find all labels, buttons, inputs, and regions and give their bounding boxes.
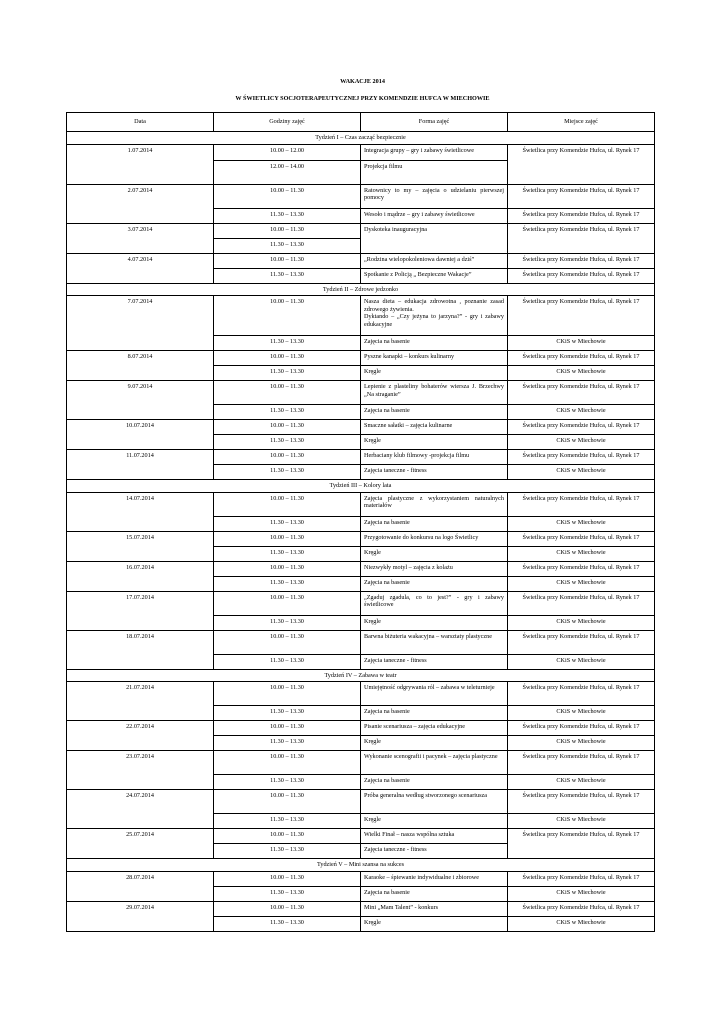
date-cell: 29.07.2014 xyxy=(67,901,214,931)
activity-cell: Przygotowanie do konkursu na logo Świetlicy xyxy=(361,531,508,546)
activity-cell: Kręgle xyxy=(361,546,508,561)
place-cell: CKiS w Miechowie xyxy=(508,516,655,531)
table-row xyxy=(67,253,655,268)
hours-cell: 10.00 – 11.30 xyxy=(214,829,361,844)
place-cell: Świetlica przy Komendzie Hufca, ul. Rynek 17 xyxy=(508,751,655,775)
activity-cell: Ratownicy to my – zajęcia o udzielaniu pierwszej pomocy xyxy=(361,184,508,208)
place-cell: Świetlica przy Komendzie Hufca, ul. Rynek 17 xyxy=(508,223,655,253)
hours-cell: 10.00 – 11.30 xyxy=(214,420,361,435)
place-cell: Świetlica przy Komendzie Hufca, ul. Rynek 17 xyxy=(508,790,655,814)
week-header: Tydzień III – Kolory lata xyxy=(67,480,655,493)
activity-cell: Kręgle xyxy=(361,615,508,630)
place-cell: Świetlica przy Komendzie Hufca, ul. Rynek 17 xyxy=(508,268,655,283)
table-row xyxy=(67,829,655,844)
place-cell: CKiS w Miechowie xyxy=(508,336,655,351)
header-row xyxy=(67,113,655,132)
hours-cell: 10.00 – 11.30 xyxy=(214,184,361,208)
date-cell: 4.07.2014 xyxy=(67,253,214,283)
place-cell: CKiS w Miechowie xyxy=(508,706,655,721)
hours-cell: 10.00 – 11.30 xyxy=(214,381,361,405)
table-row xyxy=(67,351,655,366)
hours-cell: 10.00 – 11.30 xyxy=(214,561,361,576)
place-cell: Świetlica przy Komendzie Hufca, ul. Rynek 17 xyxy=(508,253,655,268)
hours-cell: 10.00 – 11.30 xyxy=(214,901,361,916)
activity-cell: Zajęcia na basenie xyxy=(361,706,508,721)
activity-cell: Spotkanie z Policją „ Bezpieczne Wakacje” xyxy=(361,268,508,283)
table-row xyxy=(67,721,655,736)
activity-cell: Barwna biżuteria wakacyjna – warsztaty plastyczne xyxy=(361,630,508,654)
activity-cell: Kręgle xyxy=(361,366,508,381)
activity-cell: Smaczne sałatki – zajęcia kulinarne xyxy=(361,420,508,435)
hours-cell: 10.00 – 11.30 xyxy=(214,721,361,736)
date-cell: 2.07.2014 xyxy=(67,184,214,223)
place-cell: CKiS w Miechowie xyxy=(508,546,655,561)
hours-cell: 11.30 – 13.30 xyxy=(214,465,361,480)
place-cell: Świetlica przy Komendzie Hufca, ul. Rynek 17 xyxy=(508,492,655,516)
place-cell: CKiS w Miechowie xyxy=(508,886,655,901)
activity-cell: Zajęcia na basenie xyxy=(361,886,508,901)
hours-cell: 11.30 – 13.30 xyxy=(214,654,361,669)
date-cell: 18.07.2014 xyxy=(67,630,214,669)
date-cell: 21.07.2014 xyxy=(67,682,214,721)
hours-cell: 11.30 – 13.30 xyxy=(214,576,361,591)
hours-cell: 11.30 – 13.30 xyxy=(214,268,361,283)
hours-cell: 11.30 – 13.30 xyxy=(214,736,361,751)
activity-cell: Zajęcia na basenie xyxy=(361,405,508,420)
hours-cell: 10.00 – 11.30 xyxy=(214,296,361,336)
place-cell: Świetlica przy Komendzie Hufca, ul. Rynek 17 xyxy=(508,682,655,706)
table-row xyxy=(67,420,655,435)
hours-cell: 10.00 – 11.30 xyxy=(214,630,361,654)
hours-cell: 10.00 – 11.30 xyxy=(214,253,361,268)
table-row xyxy=(67,790,655,814)
hours-cell: 11.30 – 13.30 xyxy=(214,405,361,420)
table-row xyxy=(67,561,655,576)
week-header-row xyxy=(67,283,655,296)
week-header: Tydzień IV – Zabawa w teatr xyxy=(67,669,655,682)
hours-cell: 10.00 – 11.30 xyxy=(214,450,361,465)
table-row xyxy=(67,531,655,546)
date-cell: 14.07.2014 xyxy=(67,492,214,531)
hours-cell: 11.30 – 13.30 xyxy=(214,775,361,790)
activity-cell: Karaoke – śpiewanie indywidualne i zbiorowe xyxy=(361,871,508,886)
place-cell: Świetlica przy Komendzie Hufca, ul. Rynek 17 xyxy=(508,531,655,546)
document-subtitle: W ŚWIETLICY SOCJOTERAPEUTYCZNEJ PRZY KOMENDZIE HUFCA W MIECHOWIE xyxy=(235,95,490,102)
date-cell: 23.07.2014 xyxy=(67,751,214,790)
date-cell: 24.07.2014 xyxy=(67,790,214,829)
place-cell: Świetlica przy Komendzie Hufca, ul. Rynek 17 xyxy=(508,630,655,654)
hours-cell: 11.30 – 13.30 xyxy=(214,366,361,381)
activity-cell: Umiejętność odgrywania ról – zabawa w teleturnieje xyxy=(361,682,508,706)
week-header-row xyxy=(67,859,655,872)
activity-cell: Zajęcia na basenie xyxy=(361,516,508,531)
activity-cell: Dyskoteka inauguracyjna xyxy=(361,223,508,253)
document-title: WAKACJE 2014 xyxy=(340,78,385,85)
place-cell: Świetlica przy Komendzie Hufca, ul. Rynek 17 xyxy=(508,721,655,736)
hours-cell: 11.30 – 13.30 xyxy=(214,208,361,223)
hours-cell: 11.30 – 13.30 xyxy=(214,546,361,561)
place-cell: Świetlica przy Komendzie Hufca, ul. Rynek 17 xyxy=(508,351,655,366)
activity-cell: Kręgle xyxy=(361,916,508,931)
table-row xyxy=(67,184,655,208)
activity-cell: Lepienie z plasteliny bohaterów wiersza J. Brzechwy „Na straganie” xyxy=(361,381,508,405)
column-header-date: Data xyxy=(67,113,214,132)
date-cell: 8.07.2014 xyxy=(67,351,214,381)
activity-cell: Zajęcia taneczne - fitness xyxy=(361,654,508,669)
week-header: Tydzień V – Mini szansa na sukces xyxy=(67,859,655,872)
place-cell: Świetlica przy Komendzie Hufca, ul. Rynek 17 xyxy=(508,901,655,916)
activity-cell: „Rodzina wielopokoleniowa dawniej a dziś” xyxy=(361,253,508,268)
place-cell: CKiS w Miechowie xyxy=(508,814,655,829)
activity-cell: Zajęcia na basenie xyxy=(361,775,508,790)
date-cell: 7.07.2014 xyxy=(67,296,214,351)
schedule-table xyxy=(66,112,655,932)
place-cell: CKiS w Miechowie xyxy=(508,576,655,591)
hours-cell: 11.30 – 13.30 xyxy=(214,238,361,253)
hours-cell: 11.30 – 13.30 xyxy=(214,615,361,630)
place-cell: Świetlica przy Komendzie Hufca, ul. Rynek 17 xyxy=(508,829,655,859)
place-cell: Świetlica przy Komendzie Hufca, ul. Rynek 17 xyxy=(508,381,655,405)
table-row xyxy=(67,901,655,916)
activity-cell: Zajęcia na basenie xyxy=(361,336,508,351)
activity-cell: „Zgaduj zgadula, co to jest?” - gry i zabawy świetlicowe xyxy=(361,591,508,615)
hours-cell: 10.00 – 12.00 xyxy=(214,144,361,160)
week-header: Tydzień I – Czas zacząć bezpiecznie xyxy=(67,132,655,145)
column-header-form: Forma zajęć xyxy=(361,113,508,132)
place-cell: Świetlica przy Komendzie Hufca, ul. Rynek 17 xyxy=(508,208,655,223)
table-row xyxy=(67,751,655,775)
hours-cell: 10.00 – 11.30 xyxy=(214,871,361,886)
date-cell: 16.07.2014 xyxy=(67,561,214,591)
activity-cell: Próba generalna według stworzonego scenariusza xyxy=(361,790,508,814)
hours-cell: 11.30 – 13.30 xyxy=(214,844,361,859)
activity-cell: Zajęcia taneczne - fitness xyxy=(361,844,508,859)
hours-cell: 10.00 – 11.30 xyxy=(214,591,361,615)
hours-cell: 10.00 – 11.30 xyxy=(214,223,361,238)
activity-cell: Integracja grupy – gry i zabawy świetlicowe xyxy=(361,144,508,160)
table-row xyxy=(67,144,655,160)
activity-cell: Projekcja filmu xyxy=(361,160,508,184)
place-cell: CKiS w Miechowie xyxy=(508,465,655,480)
activity-cell: Kręgle xyxy=(361,736,508,751)
hours-cell: 10.00 – 11.30 xyxy=(214,351,361,366)
table-row xyxy=(67,871,655,886)
hours-cell: 11.30 – 13.30 xyxy=(214,516,361,531)
week-header: Tydzień II – Zdrowe jedzonko xyxy=(67,283,655,296)
activity-cell: Zajęcia taneczne - fitness xyxy=(361,465,508,480)
place-cell: Świetlica przy Komendzie Hufca, ul. Rynek 17 xyxy=(508,144,655,184)
place-cell: CKiS w Miechowie xyxy=(508,615,655,630)
place-cell: CKiS w Miechowie xyxy=(508,775,655,790)
place-cell: Świetlica przy Komendzie Hufca, ul. Rynek 17 xyxy=(508,184,655,208)
table-row xyxy=(67,296,655,336)
date-cell: 3.07.2014 xyxy=(67,223,214,253)
activity-cell: Pyszne kanapki – konkurs kulinarny xyxy=(361,351,508,366)
table-row xyxy=(67,682,655,706)
hours-cell: 10.00 – 11.30 xyxy=(214,751,361,775)
hours-cell: 10.00 – 11.30 xyxy=(214,682,361,706)
week-header-row xyxy=(67,480,655,493)
hours-cell: 12.00 – 14.00 xyxy=(214,160,361,184)
place-cell: Świetlica przy Komendzie Hufca, ul. Rynek 17 xyxy=(508,296,655,336)
activity-cell: Pisanie scenariusza – zajęcia edukacyjne xyxy=(361,721,508,736)
hours-cell: 10.00 – 11.30 xyxy=(214,531,361,546)
table-row xyxy=(67,492,655,516)
hours-cell: 11.30 – 13.30 xyxy=(214,435,361,450)
place-cell: Świetlica przy Komendzie Hufca, ul. Rynek 17 xyxy=(508,591,655,615)
date-cell: 25.07.2014 xyxy=(67,829,214,859)
activity-cell: Kręgle xyxy=(361,814,508,829)
week-header-row xyxy=(67,669,655,682)
schedule-body xyxy=(67,132,655,932)
activity-cell: Niezwykły motyl – zajęcia z kolażu xyxy=(361,561,508,576)
week-header-row xyxy=(67,132,655,145)
hours-cell: 11.30 – 13.30 xyxy=(214,336,361,351)
activity-cell: Zajęcia plastyczne z wykorzystaniem naturalnych materiałów xyxy=(361,492,508,516)
place-cell: CKiS w Miechowie xyxy=(508,405,655,420)
place-cell: CKiS w Miechowie xyxy=(508,654,655,669)
activity-cell: Kręgle xyxy=(361,435,508,450)
table-row xyxy=(67,450,655,465)
hours-cell: 11.30 – 13.30 xyxy=(214,886,361,901)
table-row xyxy=(67,381,655,405)
place-cell: Świetlica przy Komendzie Hufca, ul. Rynek 17 xyxy=(508,561,655,576)
place-cell: Świetlica przy Komendzie Hufca, ul. Rynek 17 xyxy=(508,871,655,886)
activity-cell: Zajęcia na basenie xyxy=(361,576,508,591)
date-cell: 11.07.2014 xyxy=(67,450,214,480)
activity-cell: Wykonanie scenografii i pacynek – zajęcia plastyczne xyxy=(361,751,508,775)
column-header-place: Miejsce zajęć xyxy=(508,113,655,132)
column-header-hours: Godziny zajęć xyxy=(214,113,361,132)
date-cell: 17.07.2014 xyxy=(67,591,214,630)
table-row xyxy=(67,223,655,238)
hours-cell: 10.00 – 11.30 xyxy=(214,790,361,814)
hours-cell: 10.00 – 11.30 xyxy=(214,492,361,516)
activity-cell: Mini „Mam Talent” - konkurs xyxy=(361,901,508,916)
activity-cell: Wielki Finał – nasza wspólna sztuka xyxy=(361,829,508,844)
date-cell: 9.07.2014 xyxy=(67,381,214,420)
hours-cell: 11.30 – 13.30 xyxy=(214,814,361,829)
place-cell: Świetlica przy Komendzie Hufca, ul. Rynek 17 xyxy=(508,420,655,435)
hours-cell: 11.30 – 13.30 xyxy=(214,706,361,721)
table-row xyxy=(67,630,655,654)
date-cell: 22.07.2014 xyxy=(67,721,214,751)
place-cell: CKiS w Miechowie xyxy=(508,366,655,381)
date-cell: 10.07.2014 xyxy=(67,420,214,450)
place-cell: CKiS w Miechowie xyxy=(508,916,655,931)
place-cell: Świetlica przy Komendzie Hufca, ul. Rynek 17 xyxy=(508,450,655,465)
hours-cell: 11.30 – 13.30 xyxy=(214,916,361,931)
date-cell: 28.07.2014 xyxy=(67,871,214,901)
place-cell: CKiS w Miechowie xyxy=(508,435,655,450)
date-cell: 15.07.2014 xyxy=(67,531,214,561)
activity-cell: Herbaciany klub filmowy -projekcja filmu xyxy=(361,450,508,465)
activity-cell: Wesoło i mądrze – gry i zabawy świetlicowe xyxy=(361,208,508,223)
table-row xyxy=(67,591,655,615)
place-cell: CKiS w Miechowie xyxy=(508,736,655,751)
date-cell: 1.07.2014 xyxy=(67,144,214,184)
activity-cell: Nasza dieta – edukacja zdrowotna , poznanie zasad zdrowego żywienia. Dyktando – „Czy jeżyna to jarzyna?” - gry i zabawy edukacyjne xyxy=(361,296,508,336)
